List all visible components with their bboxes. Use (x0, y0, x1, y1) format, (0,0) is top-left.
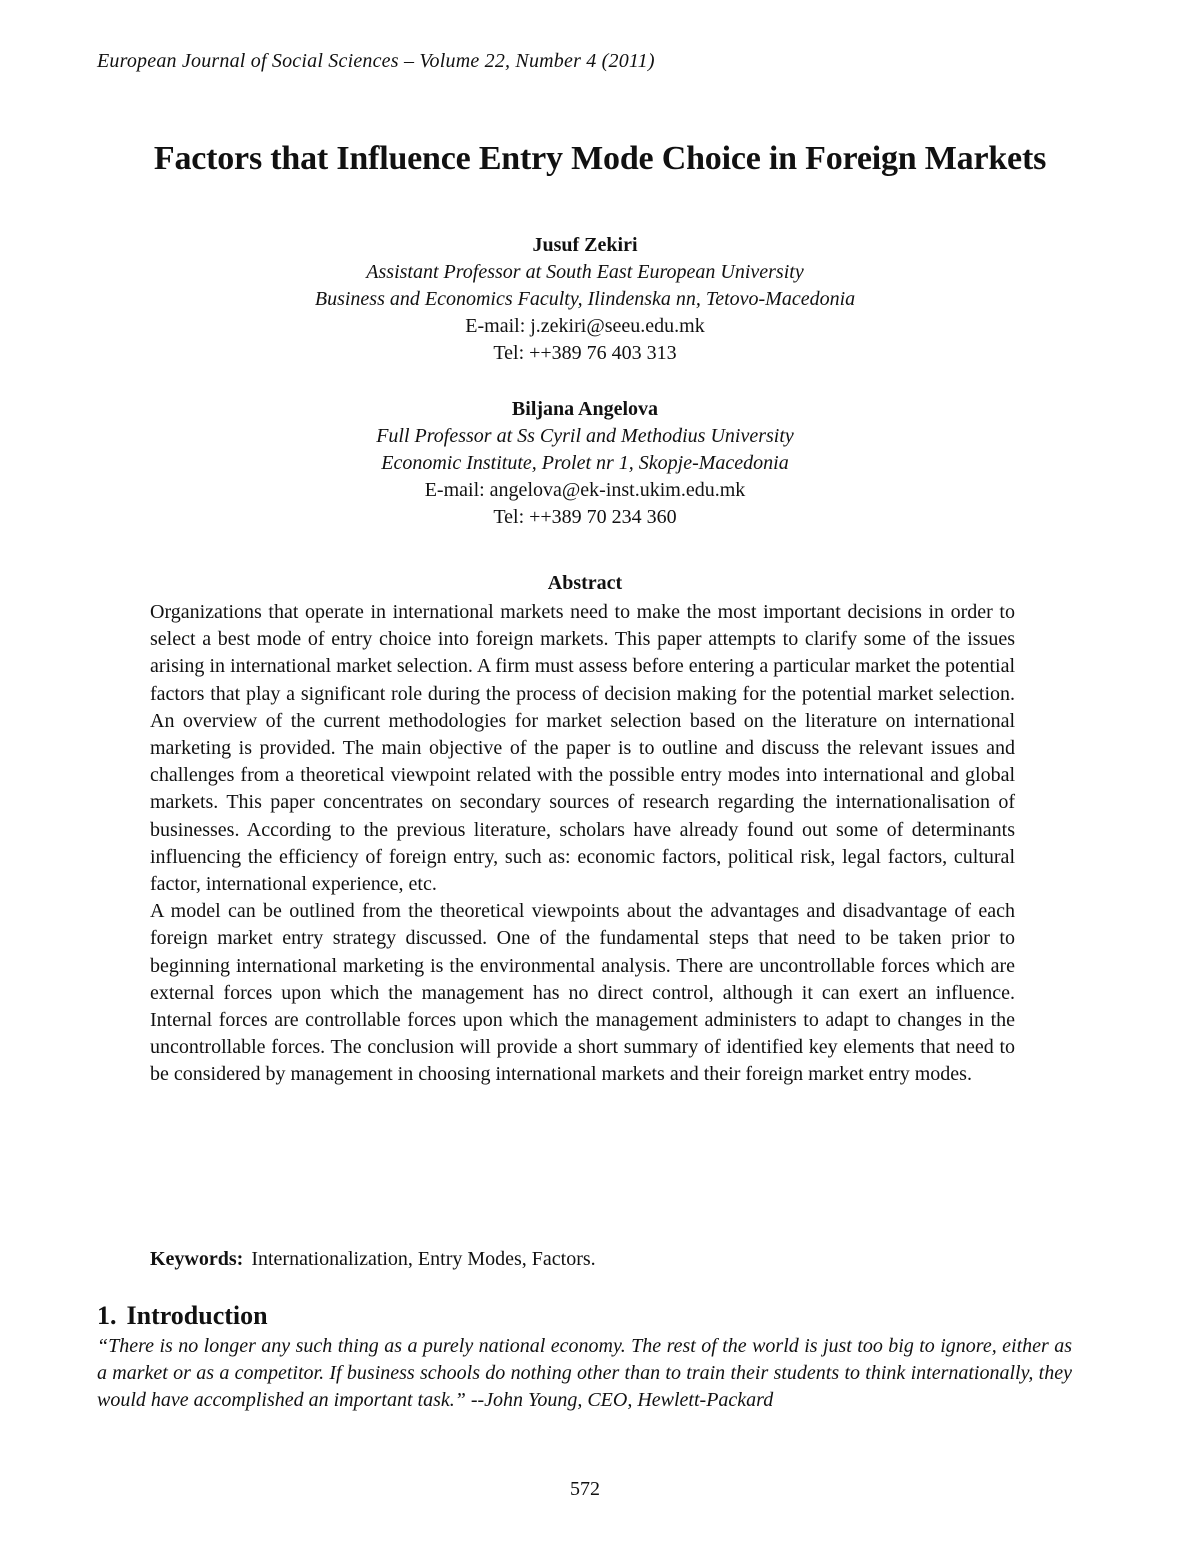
author-tel: Tel: ++389 70 234 360 (493, 506, 677, 528)
author-block-1 (0, 232, 1170, 367)
author-address: Business and Economics Faculty, Ilindenska nn, Tetovo-Macedonia (314, 288, 856, 310)
author-email: E-mail: j.zekiri@seeu.edu.mk (465, 315, 705, 337)
abstract-paragraph: Organizations that operate in international markets need to make the most important decisions in order to select a best mode of entry choice into foreign markets. This paper attempts to clarify some of the issues arising in international market selection. A firm must assess before entering a particular market the potential factors that play a significant role during the process of decision making for the potential market selection. An overview of the current methodologies for market selection based on the literature on international marketing is provided. The main objective of the paper is to outline and discuss the relevant issues and challenges from a theoretical viewpoint related with the possible entry modes into international and global markets. This paper concentrates on secondary sources of research regarding the internationalisation of businesses. According to the previous literature, scholars have already found out some of determinants influencing the efficiency of foreign entry, such as: economic factors, political risk, legal factors, cultural factor, international experience, etc. (150, 601, 1015, 896)
epigraph-quote: “There is no longer any such thing as a purely national economy. The rest of the world is just too big to ignore, either as a market or as a competitor. If business schools do nothing other than to train their students to think internationally, they would have accomplished an important task.” --John Young, CEO, Hewlett-Packard (97, 1335, 1072, 1412)
author-position: Full Professor at Ss Cyril and Methodius University (376, 425, 794, 447)
section-heading (97, 1301, 268, 1331)
author-address: Economic Institute, Prolet nr 1, Skopje-Macedonia (381, 452, 789, 474)
keywords (150, 1248, 1010, 1271)
section-title: Introduction (126, 1301, 268, 1330)
keywords-text: Internationalization, Entry Modes, Factors. (251, 1248, 596, 1270)
keywords-label: Keywords: (150, 1248, 244, 1270)
author-name: Biljana Angelova (511, 398, 659, 420)
page-number: 572 (570, 1478, 600, 1500)
author-tel: Tel: ++389 76 403 313 (493, 342, 677, 364)
running-head: European Journal of Social Sciences – Volume 22, Number 4 (2011) (97, 50, 655, 72)
section-number: 1. (97, 1301, 117, 1330)
paper-title: Factors that Influence Entry Mode Choice in Foreign Markets (153, 140, 1047, 177)
author-block-2 (0, 396, 1170, 531)
author-name: Jusuf Zekiri (532, 234, 638, 256)
author-email: E-mail: angelova@ek-inst.ukim.edu.mk (424, 479, 746, 501)
abstract-heading: Abstract (547, 572, 623, 594)
abstract-paragraph: A model can be outlined from the theoretical viewpoints about the advantages and disadvantage of each foreign market entry strategy discussed. One of the fundamental steps that need to be taken prior to beginning international marketing is the environmental analysis. There are uncontrollable forces which are external forces upon which the management has no direct control, although it can exert an influence. Internal forces are controllable forces upon which the management administers to adapt to changes in the uncontrollable forces. The conclusion will provide a short summary of identified key elements that need to be considered by management in choosing international markets and their foreign market entry modes. (150, 900, 1015, 1086)
author-position: Assistant Professor at South East European University (366, 261, 804, 283)
abstract-body (150, 599, 1015, 1089)
